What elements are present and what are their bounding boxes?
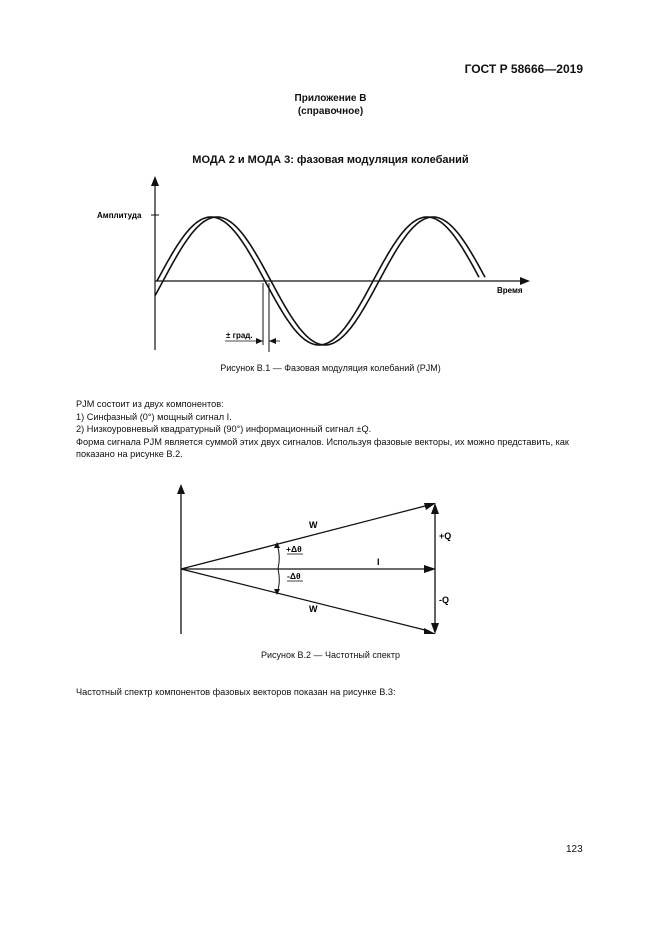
page-number: 123	[566, 844, 583, 855]
figure1-title: МОДА 2 и МОДА 3: фазовая модуляция колебаний	[192, 154, 469, 166]
body-p4: Форма сигнала PJM является суммой этих двух сигналов. Используя фазовые векторы, их можно представить, как показано на рисунке В.2.	[76, 436, 569, 459]
fig1-amplitude-label: Амплитуда	[97, 211, 142, 220]
figure1-caption: Рисунок В.1 — Фазовая модуляция колебаний (PJM)	[220, 363, 441, 373]
fig1-time-label: Время	[497, 286, 523, 295]
fig2-w-lower-vector	[181, 569, 429, 631]
fig2-w-lower-label: W	[309, 604, 318, 614]
body-p2: 1) Синфазный (0°) мощный сигнал I.	[76, 411, 232, 422]
body-p1: PJM состоит из двух компонентов:	[76, 399, 224, 409]
appendix-subtitle: (справочное)	[297, 106, 364, 117]
fig1-phase-label: ± град.	[226, 331, 253, 340]
fig2-minus-dtheta-label: -Δθ	[287, 571, 301, 581]
fig2-w-upper-vector	[181, 505, 429, 569]
document-header: ГОСТ Р 58666—2019	[464, 62, 583, 76]
fig2-y-axis-arrow	[177, 484, 185, 494]
fig2-w-upper-label: W	[309, 520, 318, 530]
fig2-plus-dtheta-label: +Δθ	[286, 544, 302, 554]
figure2-caption: Рисунок В.2 — Частотный спектр	[261, 650, 400, 660]
fig2-plus-q-label: +Q	[439, 531, 452, 541]
body-p3: 2) Низкоуровневый квадратурный (90°) информационный сигнал ±Q.	[76, 424, 372, 434]
body-paragraph-5: Частотный спектр компонентов фазовых векторов показан на рисунке В.3:	[76, 687, 396, 697]
fig2-minus-q-label: -Q	[439, 595, 449, 605]
fig2-i-arrow	[424, 565, 436, 573]
fig2-i-label: I	[377, 557, 380, 567]
appendix-title: Приложение В	[294, 93, 367, 104]
